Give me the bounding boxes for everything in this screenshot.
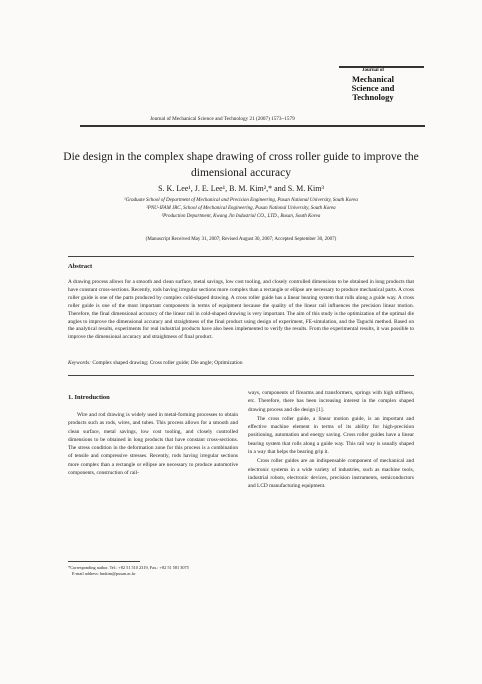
paper-title: Die design in the complex shape drawing of cross roller guide to improve the dimensional accuracy <box>63 151 419 179</box>
manuscript-dates: (Manuscript Received May 31, 2007; Revised August 30, 2007; Accepted September 30, 2007) <box>145 237 337 242</box>
affiliation-2: ²PNU-IFAM JRC, School of Mechanical Engineering, Pusan National University, South Korea <box>146 206 336 211</box>
journal-citation: Journal of Mechanical Science and Technology 21 (2007) 1573~1579 <box>150 116 295 122</box>
section-heading-introduction: 1. Introduction <box>68 394 110 401</box>
keywords-text: Complex shaped drawing; Cross roller guide; Die angle; Optimization <box>92 360 243 366</box>
affiliation-3: ³Production Department, Kwang Jin Industrial CO., LTD., Busan, South Korea <box>161 214 321 219</box>
intro-paragraph: Wire and rod drawing is widely used in metal-forming processes to obtain products such as rods, wires, and tubes. This process allows for a smooth and clean surface, metal savings, low cost tooling, and closely controlled dimensions to be obtained in long products that have constant cross-sections. The stress condition in the deformation zone for this process is a combination of tensile and compressive stresses. Recently, rods having irregular sections more complex than a rectangle or ellipse are necessary to produce automotive components, construction of rail- <box>68 412 238 476</box>
journal-top-label: Journal of <box>361 68 385 73</box>
keywords-label: Keywords: <box>68 360 91 366</box>
intro-left-column <box>68 411 238 477</box>
intro-paragraph: The cross roller guide, a linear motion guide, is an important and effective machine element in terms of its ability for high-precision positioning, automation and energy saving. Cross roller guides have a linear bearing system that rolls along a guide way. This rail way is usually shaped in a way that helps the bearing grip it. <box>248 415 414 455</box>
intro-right-column <box>248 389 414 490</box>
corresponding-author-footnote <box>68 565 238 577</box>
affiliation-1: ¹Graduate School of Department of Mechanical and Precision Engineering, Pusan National University, South Korea <box>124 198 358 203</box>
paper-authors: S. K. Lee¹, J. E. Lee¹, B. M. Kim²,* and S. M. Kim³ <box>158 184 324 193</box>
intro-paragraph: Cross roller guides are an indispensable component of mechanical and electronic systems in a wide variety of industries, such as machine tools, industrial robots, electronic devices, precision instruments, semiconductors and LCD manufacturing equipment. <box>248 458 414 490</box>
journal-name-line-3: Technology <box>352 91 394 102</box>
abstract-top-rule <box>68 256 414 257</box>
journal-name-line-2: Science and <box>351 82 395 93</box>
header-rule <box>80 125 425 127</box>
abstract-bottom-rule <box>68 375 414 376</box>
footnote-email: E-mail address: bmkim@pusan.ac.kr <box>72 571 136 577</box>
footnote-contact: *Corresponding author. Tel.: +82 51 510 2319, Fax.: +82 51 581 3075 <box>68 565 189 570</box>
intro-paragraph: ways, components of firearms and transformers, springs with high stiffness, etc. Therefore, there has been increasing interest in the complex shaped drawing process and die design [1]. <box>248 390 414 413</box>
abstract-heading: Abstract <box>68 263 93 270</box>
abstract-text: A drawing process allows for a smooth and clean surface, metal savings, low cost tooling, and closely controlled dimensions to be obtained in long products that have constant cross-sections. Recently, rods having irregular sections more complex than a rectangle or ellipse are necessary to produce mechanical parts. A cross roller guide is one of the parts produced by complex cold-shaped drawing. A cross roller guide has a linear bearing system that rolls along a guide way. A cross roller guide is one of the most important components in terms of equipment because the quality of the linear rail influences the precision linear motion. Therefore, the final dimensional accuracy of the linear rail in cold-shaped drawing is very important. The aim of this study is the optimization of the optimal die angles to improve the dimensional accuracy and straightness of the final product using design of experiment, FE-simulation, and the Taguchi method. Based on the analytical results, experiments for real industrial products have also been implemented to verify the results. From the experimental results, it was possible to improve the dimensional accuracy and straightness of final product. <box>68 279 414 341</box>
keywords <box>68 360 243 366</box>
journal-name-line-1: Mechanical <box>351 74 395 84</box>
footnote-rule <box>68 561 140 562</box>
journal-masthead <box>339 68 407 102</box>
